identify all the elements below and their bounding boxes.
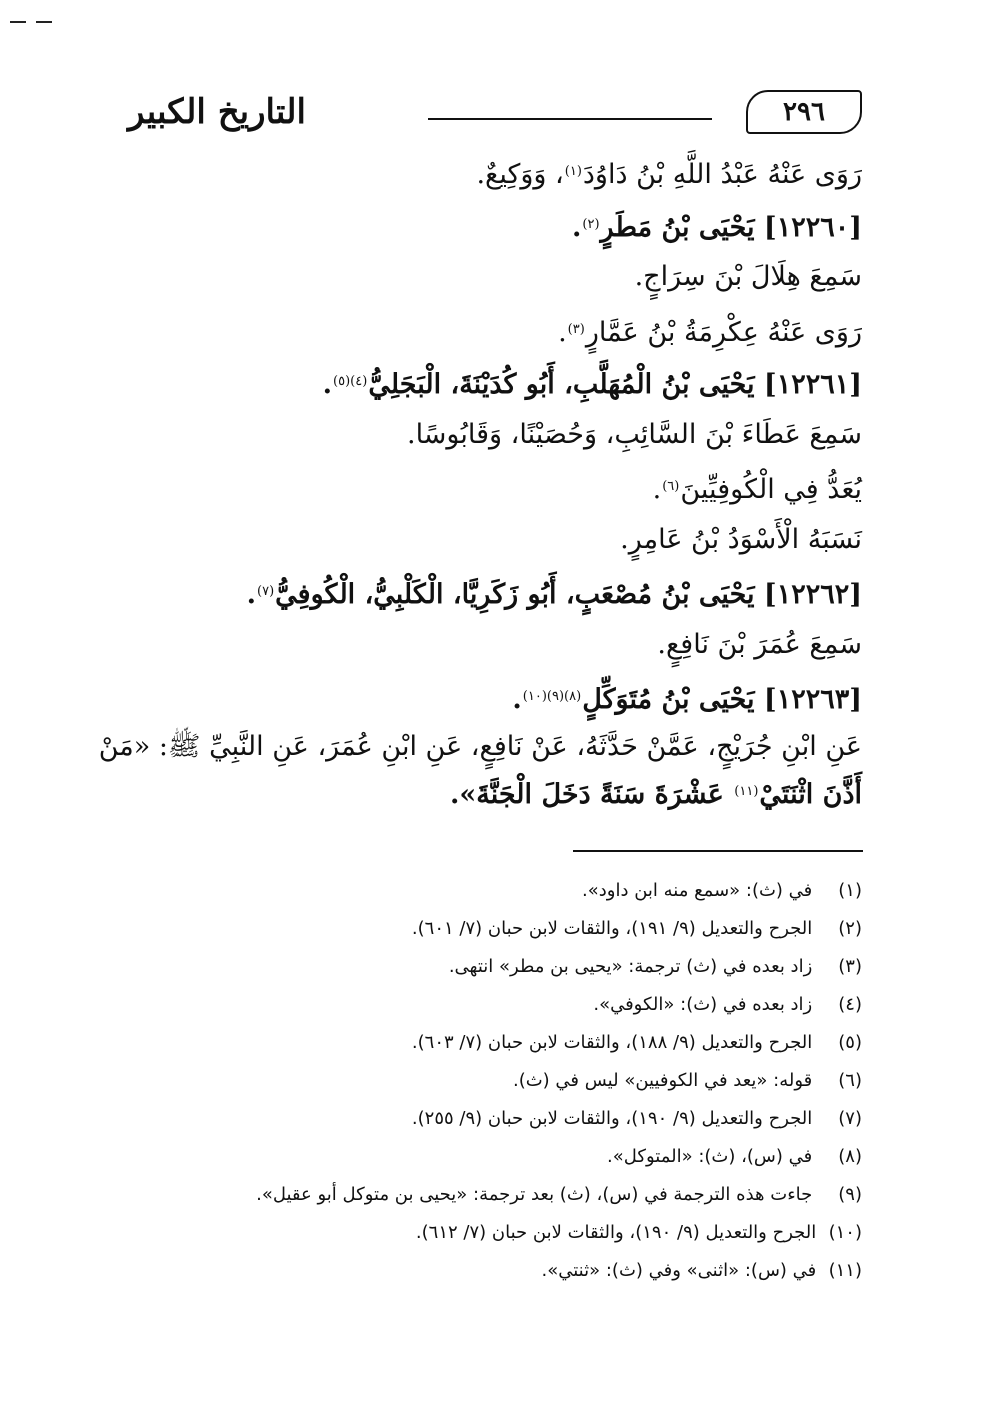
entry-heading: [١٢٢٦٢] يَحْيَى بْنُ مُصْعَبٍ، أَبُو زَكَرِيَّا، الْكَلْبِيُّ، الْكُوفِيُّ$^{(٧)}$. xyxy=(246,579,862,610)
footnote-item xyxy=(128,1062,862,1100)
footnote-text: قوله: «يعد في الكوفيين» ليس في (ث). xyxy=(512,1070,813,1091)
footnote-item xyxy=(128,872,862,910)
footnote-item xyxy=(128,1214,862,1252)
footnote-separator xyxy=(573,850,863,852)
footnote-number: (٥) xyxy=(838,1032,862,1053)
header-rule xyxy=(428,118,712,120)
footnotes xyxy=(128,872,862,1290)
book-title: التاريخ الكبير xyxy=(128,92,306,132)
footnote-text: الجرح والتعديل (٩/ ١٩٠)، والثقات لابن حبان (٧/ ٦١٢). xyxy=(415,1222,817,1243)
footnote-text: في (س): «اثنى» وفي (ث): «ثنتي». xyxy=(541,1260,817,1281)
footnote-number: (١) xyxy=(838,880,862,901)
footnote-item xyxy=(128,910,862,948)
footnote-ref[interactable]: (٣) xyxy=(567,321,585,337)
text-line: رَوَى عَنْهُ عَبْدُ اللَّهِ بْنُ دَاوُدَ$^{(١)}$، وَوَكِيعٌ. xyxy=(476,159,862,190)
footnote-ref[interactable]: (٤)(٥) xyxy=(333,374,368,389)
footnote-ref[interactable]: (٧) xyxy=(257,584,275,599)
footnote-item xyxy=(128,1100,862,1138)
footnote-item xyxy=(128,1252,862,1290)
footnote-text: الجرح والتعديل (٩/ ١٩١)، والثقات لابن حبان (٧/ ٦٠١). xyxy=(411,918,813,939)
footnote-item xyxy=(128,1024,862,1062)
text-line: سَمِعَ عَطَاءَ بْنَ السَّائِبِ، وَحُصَيْنًا، وَقَابُوسًا. xyxy=(407,418,862,450)
footnote-ref[interactable]: (٨)(٩)(١٠) xyxy=(522,689,582,704)
entry-heading: [١٢٢٦١] يَحْيَى بْنُ الْمُهَلَّبِ، أَبُو كُدَيْنَةَ، الْبَجَلِيُّ$^{(٤)(٥)}$. xyxy=(322,369,862,400)
footnote-item xyxy=(128,1138,862,1176)
text-line: يُعَدُّ فِي الْكُوفِيِّينَ$^{(٦)}$. xyxy=(652,474,862,505)
footnote-ref[interactable]: (٦) xyxy=(662,479,680,494)
footnote-number: (٦) xyxy=(838,1070,862,1091)
footnote-text: الجرح والتعديل (٩/ ١٩٠)، والثقات لابن حبان (٩/ ٢٥٥). xyxy=(411,1108,813,1129)
entry-heading: [١٢٢٦٠] يَحْيَى بْنُ مَطَرٍ$^{(٢)}$. xyxy=(572,211,862,243)
text-line: نَسَبَهُ الْأَسْوَدُ بْنُ عَامِرٍ. xyxy=(620,523,862,555)
footnote-text: جاءت هذه الترجمة في (س)، (ث) بعد ترجمة: «يحيى بن متوكل أبو عقيل». xyxy=(256,1184,813,1205)
hadith-line: أَذَّنَ اثْنَتَيْ$^{(١١)}$ عَشْرَةَ سَنَةً دَخَلَ الْجَنَّةَ». xyxy=(449,778,862,810)
footnote-number: (٨) xyxy=(838,1146,862,1167)
footnote-text: في (س)، (ث): «المتوكل». xyxy=(607,1146,813,1167)
footnote-number: (٤) xyxy=(838,994,862,1015)
footnote-number: (٣) xyxy=(838,956,862,977)
footnote-text: الجرح والتعديل (٩/ ١٨٨)، والثقات لابن حبان (٧/ ٦٠٣). xyxy=(411,1032,813,1053)
footnote-number: (١٠) xyxy=(828,1222,862,1243)
hadith-line: عَنِ ابْنِ جُرَيْجٍ، عَمَّنْ حَدَّثَهُ، عَنْ نَافِعٍ، عَنِ ابْنِ عُمَرَ، عَنِ النَّبِيِّ ﷺ: «مَنْ xyxy=(98,730,862,762)
text-line: سَمِعَ عُمَرَ بْنَ نَافِعٍ. xyxy=(657,628,862,660)
footnote-text: زاد بعده في (ث): «الكوفي». xyxy=(593,994,813,1015)
footnote-item xyxy=(128,1176,862,1214)
main-text xyxy=(98,146,862,814)
page-header xyxy=(128,88,862,136)
footnote-number: (٧) xyxy=(838,1108,862,1129)
scan-marks xyxy=(10,8,62,27)
footnote-ref[interactable]: (١) xyxy=(564,164,582,179)
footnote-number: (١١) xyxy=(828,1260,862,1281)
footnote-text: في (ث): «سمع منه ابن داود». xyxy=(582,880,813,901)
footnote-item xyxy=(128,948,862,986)
page-number: ٢٩٦ xyxy=(746,90,862,134)
footnote-ref[interactable]: (١١) xyxy=(734,783,759,799)
footnote-number: (٢) xyxy=(838,918,862,939)
entry-heading: [١٢٢٦٣] يَحْيَى بْنُ مُتَوَكِّلٍ$^{(٨)(٩)(١٠)}$. xyxy=(512,684,862,715)
footnote-item xyxy=(128,986,862,1024)
footnote-ref[interactable]: (٢) xyxy=(582,216,600,232)
text-line: رَوَى عَنْهُ عِكْرِمَةُ بْنُ عَمَّارٍ$^{(٣)}$. xyxy=(558,316,862,348)
text-line: سَمِعَ هِلَالَ بْنَ سِرَاجٍ. xyxy=(634,261,862,292)
footnote-number: (٩) xyxy=(838,1184,862,1205)
footnote-text: زاد بعده في (ث) ترجمة: «يحيى بن مطر» انتهى. xyxy=(448,956,813,977)
